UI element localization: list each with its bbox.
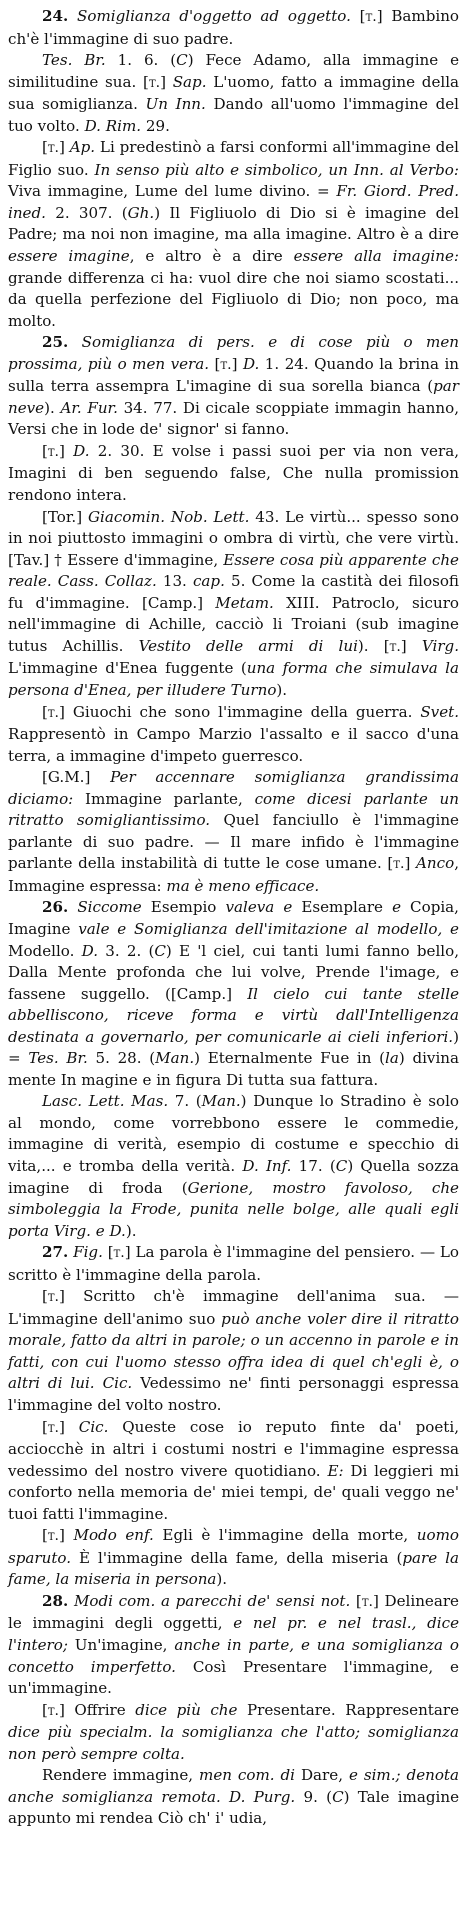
entry-25-heading: 25. Somiglianza di pers. e di cose più o men prossima, più o men vera. [t.] D. 1. 24. Quando la brina in sulla terra assempra L'imagine di sua sorella bianca (par neve). Ar. Fur. 34. 77. Di cicale scoppiate immagin hanno, Versi che in lode de' signor' si fanno. [8, 333, 460, 439]
entry-26-citation-lasc: Lasc. Lett. Mas. 7. (Man.) Dunque lo Stradino è solo al mondo, come vorrebbono essere le commedie, immagine di verità, esempio di costume e specchio di vita,... e tromba della verità. D. Inf. 17. (C) Quella sozza imagine di froda (Gerione, mostro favoloso, che simboleggia la Frode, punita nelle bolge, alle quali egli porta Virg. e D.). [8, 1092, 460, 1240]
entry-24-heading: 24. Somiglianza d'oggetto ad oggetto. [t.] Bambino ch'è l'immagine di suo padre. [8, 7, 460, 48]
entry-28-citation-offrire: [t.] Offrire dice più che Presentare. Rappresentare dice più specialm. la somiglianza che l'atto; somiglianza non però sempre colta. [8, 1700, 460, 1763]
entry-27-citation-cic: [t.] Cic. Queste cose io reputo finte da' poeti, acciocchè in altri i costumi nostri e l'immagine espressa vedessimo del nostro vivere quotidiano. E: Di leggieri mi conforto nella memoria de' miei tempi, de' quali veggo ne' tuoi fatti l'immagine. [8, 1417, 459, 1523]
entry-24-citation-ap: [t.] Ap. Li predestinò a farsi conformi all'immagine del Figlio suo. In senso più alto e simbolico, un Inn. al Verbo: Viva immagine, Lume del lume divino. = Fr. Giord. Pred. ined. 2. 307. (Gh.) Il Figliuolo di Dio si è imagine del Padre; ma noi non imagine, ma alla imagine. Altro è a dire essere imagine, e altro è a dire essere alla imagine: grande differenza ci ha: vuol dire che noi siamo scostati... da quella perfezione del Figliuolo di Dio; non poco, ma molto. [8, 138, 460, 330]
entry-24-citation-tes-br: Tes. Br. 1. 6. (C) Fece Adamo, alla immagine e similitudine sua. [t.] Sap. L'uomo, fatto a immagine della sua somiglianza. Un Inn. Dando all'uomo l'immagine del tuo volto. D. Rim. 29. [8, 51, 460, 135]
entry-25-citation-svet: [t.] Giuochi che sono l'immagine della guerra. Svet. Rappresentò in Campo Marzio l'assalto e il sacco d'una terra, a immagine d'impeto guerresco. [8, 702, 459, 765]
entry-25-citation-giacomin: [Tor.] Giacomin. Nob. Lett. 43. Le virtù... spesso sono in noi piuttosto immagini o ombra di virtù, che vere virtù. [Tav.] † Essere d'immagine, Essere cosa più apparente che reale. Cass. Collaz. 13. cap. 5. Come la castità dei filosofi fu d'immagine. [Camp.] Metam. XIII. Patroclo, sicuro nell'immagine di Achille, cacciò li Troiani (sub imagine tutus Achillis. Vestito delle armi di lui). [t.] Virg. L'immagine d'Enea fuggente (una forma che simulava la persona d'Enea, per illudere Turno). [8, 507, 459, 699]
entry-26-heading: 26. Siccome Esempio valeva e Esemplare e Copia, Imagine vale e Somiglianza dell'imitazione al modello, e Modello. D. 3. 2. (C) E 'l ciel, cui tanti lumi fanno bello, Dalla Mente profonda che lui volve, Prende l'image, e fassene suggello. ([Camp.] Il cielo cui tante stelle abbelliscono, riceve forma e virtù dall'Intelligenza destinata a governarlo, per comunicarle ai cieli inferiori.) = Tes. Br. 5. 28. (Man.) Eternalmente Fue in (la) divina mente In magine e in figura Di tutta sua fattura. [8, 898, 460, 1089]
entry-28-heading: 28. Modi com. a parecchi de' sensi not. [t.] Delineare le immagini degli oggetti, e nel pr. e nel trasl., dice l'intero; Un'imagine, anche in parte, e una somiglianza o concetto imperfetto. Così Presentare l'immagine, e un'immagine. [8, 1591, 459, 1698]
entry-25-citation-dante: [t.] D. 2. 30. E volse i passi suoi per via non vera, Imagini di ben seguendo false, Che nulla promission rendono intera. [8, 441, 459, 505]
entry-27-citation-scritto: [t.] Scritto ch'è immagine dell'anima sua. — L'immagine dell'animo suo può anche voler dire il ritratto morale, fatto da altri in parole; o un accenno in parole e in fatti, con cui l'uomo stesso offra idea di quel ch'egli è, o altri di lui. Cic. Vedessimo ne' finti personaggi espressa l'immagine del volto nostro. [8, 1287, 460, 1414]
entry-28-citation-rendere: Rendere immagine, men com. di Dare, e sim.; denota anche somiglianza remota. D. Purg. 9. (C) Tale imagine appunto mi rendea Ciò ch' i' udia, [8, 1766, 459, 1828]
entry-27-citation-modo-enf: [t.] Modo enf. Egli è l'immagine della morte, uomo sparuto. È l'immagine della fame, della miseria (pare la fame, la miseria in persona). [8, 1526, 460, 1589]
entry-25-citation-gm: [G.M.] Per accennare somiglianza grandissima diciamo: Immagine parlante, come dicesi parlante un ritratto somigliantissimo. Quel fanciullo è l'immagine parlante di suo padre. — Il mare infido è l'immagine parlante della instabilità di tutte le cose umane. [t.] Anco, Immagine espressa: ma è meno efficace. [8, 768, 460, 895]
entry-27-heading: 27. Fig. [t.] La parola è l'immagine del pensiero. — Lo scritto è l'immagine della parola. [8, 1243, 459, 1284]
